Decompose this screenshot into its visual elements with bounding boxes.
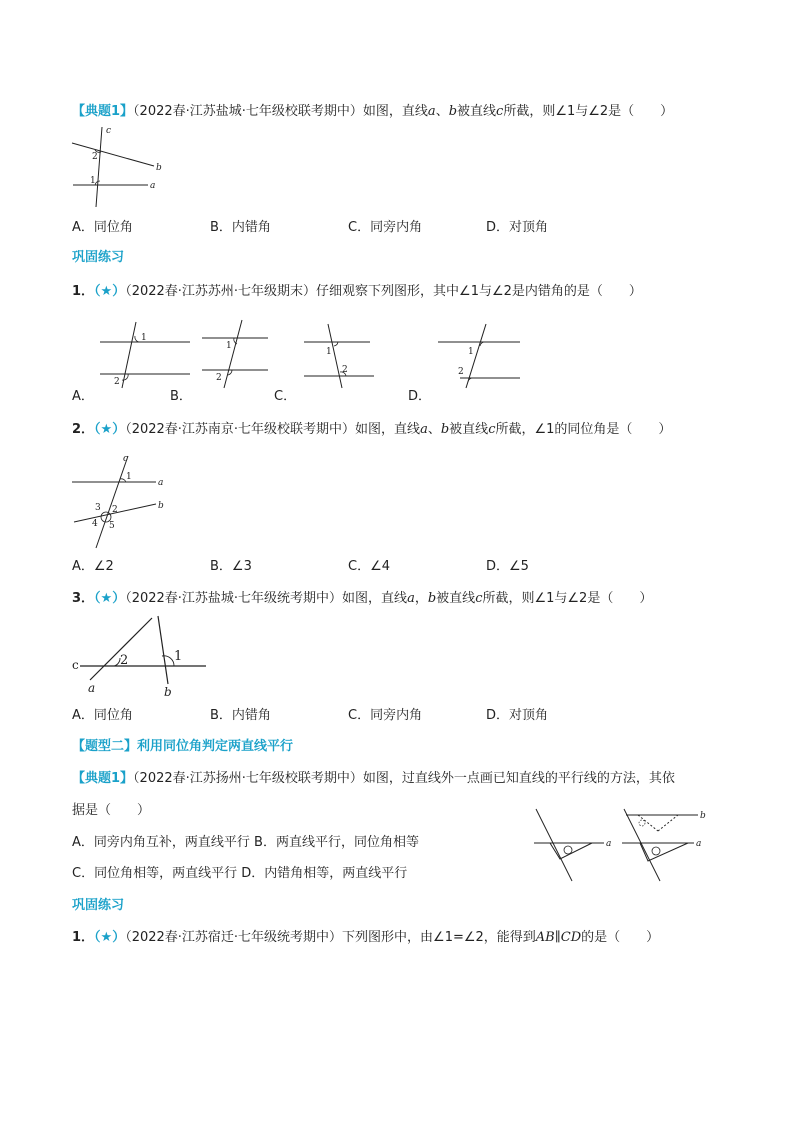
q3-option-c[interactable]: C．同旁内角 xyxy=(348,708,423,723)
angle-2-label: 2 xyxy=(92,152,98,162)
q1-figure-b xyxy=(200,318,280,388)
question-2-figure xyxy=(70,452,180,552)
source: （2022春·江苏盐城·七年级校联考期中） xyxy=(133,104,363,119)
section-heading: 【题型二】利用同位角判定两直线平行 xyxy=(72,739,294,754)
q1-figure-c xyxy=(300,322,380,388)
svg-text:1: 1 xyxy=(174,649,183,664)
q3-option-b[interactable]: B．内错角 xyxy=(210,708,271,723)
q1-figure-a xyxy=(98,320,198,390)
q1-option-d[interactable]: D． xyxy=(408,389,432,404)
ex2-options-cd[interactable]: C．同位角相等，两直线平行 D．内错角相等，两直线平行 xyxy=(72,866,408,881)
question-2: 2．（★）（2022春·江苏南京·七年级校联考期中）如图，直线a、b被直线c所截，∠1的同位角是（ ） xyxy=(72,422,672,437)
example-2-figure-left xyxy=(530,805,620,885)
star-badge: （★） xyxy=(94,591,126,606)
svg-text:a: a xyxy=(606,839,612,849)
svg-text:5: 5 xyxy=(109,521,115,531)
q3-option-a[interactable]: A．同位角 xyxy=(72,708,133,723)
label-a: a xyxy=(150,181,156,191)
q2-option-c[interactable]: C．∠4 xyxy=(348,559,391,574)
q1-figure-d xyxy=(436,322,526,386)
svg-text:2: 2 xyxy=(342,365,348,375)
example-1-figure xyxy=(70,125,170,215)
practice-heading: 巩固练习 xyxy=(72,250,125,265)
svg-text:1: 1 xyxy=(141,333,147,343)
svg-text:2: 2 xyxy=(120,653,129,668)
example-2-question-cont: 据是（ ） xyxy=(72,803,151,818)
svg-text:2: 2 xyxy=(216,373,222,383)
option-c[interactable]: C．同旁内角 xyxy=(348,220,423,235)
svg-text:1: 1 xyxy=(468,347,474,357)
svg-text:2: 2 xyxy=(112,505,118,515)
svg-text:a: a xyxy=(158,478,164,488)
example-tag: 【典题1】 xyxy=(72,104,134,119)
svg-text:1: 1 xyxy=(226,341,232,351)
question-3-figure xyxy=(72,614,212,698)
star-badge: （★） xyxy=(94,422,126,437)
svg-text:b: b xyxy=(164,685,172,699)
svg-text:b: b xyxy=(158,501,164,511)
star-badge: （★） xyxy=(94,930,126,945)
example-2-figure-right xyxy=(618,805,718,885)
svg-text:1: 1 xyxy=(126,472,132,482)
question-4: 1．（★）（2022春·江苏宿迁·七年级统考期中）下列图形中，由∠1=∠2，能得到AB∥CD的是（ ） xyxy=(72,930,660,945)
svg-text:c: c xyxy=(72,658,79,672)
q1-option-c[interactable]: C． xyxy=(274,389,297,404)
example-1-question: 【典题1】（2022春·江苏盐城·七年级校联考期中）如图，直线a、b被直线c所截，则∠1与∠2是（ ） xyxy=(72,104,674,119)
label-b: b xyxy=(156,163,162,173)
svg-text:2: 2 xyxy=(114,377,120,387)
option-b[interactable]: B．内错角 xyxy=(210,220,271,235)
star-badge: （★） xyxy=(94,284,126,299)
q1-option-b[interactable]: B． xyxy=(170,389,192,404)
label-c: c xyxy=(106,126,112,136)
option-d[interactable]: D．对顶角 xyxy=(486,220,549,235)
angle-1-label: 1 xyxy=(90,176,96,186)
svg-text:a: a xyxy=(88,681,96,695)
option-a[interactable]: A．同位角 xyxy=(72,220,133,235)
svg-text:3: 3 xyxy=(95,503,101,513)
svg-text:2: 2 xyxy=(458,367,464,377)
q3-option-d[interactable]: D．对顶角 xyxy=(486,708,549,723)
q2-option-b[interactable]: B．∠3 xyxy=(210,559,252,574)
svg-text:a: a xyxy=(696,839,702,849)
q1-option-a[interactable]: A． xyxy=(72,389,94,404)
example-2-question: 【典题1】（2022春·江苏扬州·七年级校联考期中）如图，过直线外一点画已知直线的平行线的方法，其依 xyxy=(72,771,675,786)
question-1: 1．（★）（2022春·江苏苏州·七年级期末）仔细观察下列图形，其中∠1与∠2是内错角的是（ ） xyxy=(72,284,642,299)
svg-text:4: 4 xyxy=(92,519,98,529)
question-3: 3．（★）（2022春·江苏盐城·七年级统考期中）如图，直线a，b被直线c所截，则∠1与∠2是（ ） xyxy=(72,591,653,606)
svg-text:c: c xyxy=(123,454,129,464)
svg-text:1: 1 xyxy=(326,347,332,357)
practice-heading-2: 巩固练习 xyxy=(72,898,125,913)
svg-text:b: b xyxy=(700,811,706,821)
q2-option-a[interactable]: A．∠2 xyxy=(72,559,114,574)
q2-option-d[interactable]: D．∠5 xyxy=(486,559,529,574)
ex2-options-ab[interactable]: A．同旁内角互补，两直线平行 B．两直线平行，同位角相等 xyxy=(72,835,419,850)
